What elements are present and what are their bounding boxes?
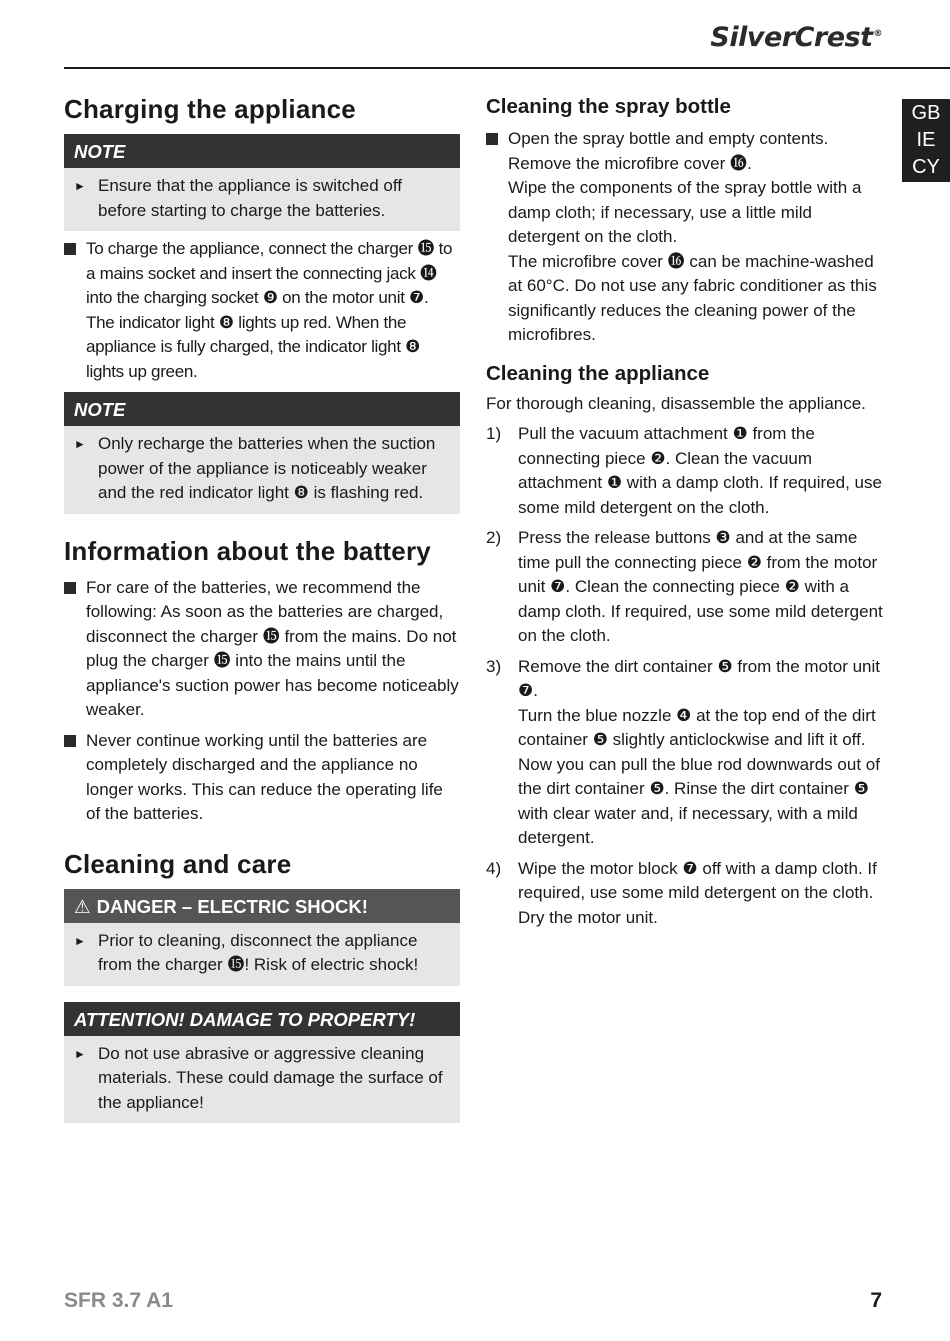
attention-box xyxy=(64,1002,460,1124)
bullet-text: For care of the batteries, we recommend the following: As soon as the batteries are charged, disconnect the charger ⓯ from the mains. Do not plug the charger ⓯ into the mains until the appliance's suction power has become noticeably weaker. xyxy=(86,577,459,719)
note-box-2 xyxy=(64,392,460,514)
left-column xyxy=(64,90,460,1123)
battery-title: Information about the battery xyxy=(64,535,431,566)
square-bullet-icon xyxy=(64,243,76,255)
bullet-text: Never continue working until the batteries are completely discharged and the appliance no longer works. This can reduce the operating life of the batteries. xyxy=(86,730,443,823)
spray-line: Remove the microfibre cover ⓰. xyxy=(508,153,752,173)
arrow-icon: ► xyxy=(74,179,86,193)
right-column xyxy=(486,90,886,930)
note-text: Ensure that the appliance is switched off before starting to charge the batteries. xyxy=(98,176,402,220)
step-item xyxy=(486,857,886,931)
spray-title: Cleaning the spray bottle xyxy=(486,95,731,118)
step-text: Turn the blue nozzle ❹ at the top end of the dirt container ❺ slightly anticlockwise and lift it off. Now you can pull the blue rod downwards out of the dirt container ❺. Rinse the dirt container ❺ with clear water and, if necessary, with a mild detergent. xyxy=(518,705,880,847)
arrow-icon: ► xyxy=(74,1046,86,1061)
brand-logo: SilverCrest® xyxy=(710,22,882,53)
arrow-icon: ► xyxy=(74,437,86,451)
language-tab xyxy=(902,99,950,182)
arrow-icon: ► xyxy=(74,933,86,948)
step-item xyxy=(486,526,886,649)
square-bullet-icon xyxy=(64,582,76,594)
cleaning-title: Cleaning the appliance xyxy=(486,361,710,385)
step-item xyxy=(486,422,886,520)
danger-text: Prior to cleaning, disconnect the appliance from the charger ⓯! Risk of electric shock! xyxy=(98,930,419,974)
list-item xyxy=(64,576,460,723)
list-item xyxy=(486,127,886,348)
warning-triangle-icon: ⚠ xyxy=(74,895,91,917)
spray-line: Open the spray bottle and empty contents. xyxy=(508,129,829,148)
note-label: NOTE xyxy=(64,134,460,168)
care-title: Cleaning and care xyxy=(64,848,292,879)
footer-model: SFR 3.7 A1 xyxy=(64,1289,173,1312)
note-text: Only recharge the batteries when the suction power of the appliance is noticeably weaker and the red indicator light ❽ is flashing red. xyxy=(98,434,436,502)
step-text: Pull the vacuum attachment ❶ from the connecting piece ❷. Clean the vacuum attachment ❶ with a damp cloth. If required, use some mild detergent on the cloth. xyxy=(518,424,882,517)
header-rule xyxy=(64,67,950,69)
page-number: 7 xyxy=(870,1289,882,1312)
spray-line: Wipe the components of the spray bottle with a damp cloth; if necessary, use a little mild detergent on the cloth. xyxy=(508,178,862,246)
list-item xyxy=(64,729,460,827)
note-label: NOTE xyxy=(64,392,460,426)
step-number: 1) xyxy=(486,424,502,443)
square-bullet-icon xyxy=(486,133,498,145)
danger-box xyxy=(64,889,460,986)
step-text: Wipe the motor block ❼ off with a damp cloth. If required, use some mild detergent on the cloth. Dry the motor unit. xyxy=(518,858,877,927)
danger-label: ⚠ DANGER – ELECTRIC SHOCK! xyxy=(64,889,460,923)
step-number: 3) xyxy=(486,656,502,676)
spray-line: The microfibre cover ⓰ can be machine-washed at 60°C. Do not use any fabric conditioner as this significantly reduces the cleaning power of the microfibres. xyxy=(508,251,877,344)
note-box-1 xyxy=(64,134,460,231)
attention-text: Do not use abrasive or aggressive cleaning materials. These could damage the surface of the appliance! xyxy=(98,1043,443,1112)
step-number: 2) xyxy=(486,528,502,547)
list-item xyxy=(64,237,460,384)
square-bullet-icon xyxy=(64,735,76,747)
step-item xyxy=(486,655,886,851)
step-text: Remove the dirt container ❺ from the motor unit ❼. xyxy=(518,656,881,700)
charging-title: Charging the appliance xyxy=(64,94,356,124)
attention-label: ATTENTION! DAMAGE TO PROPERTY! xyxy=(64,1002,460,1036)
step-number: 4) xyxy=(486,858,502,878)
step-text: Press the release buttons ❸ and at the same time pull the connecting piece ❷ from the motor unit ❼. Clean the connecting piece ❷ with a damp cloth. If required, use some mild detergent on the cloth. xyxy=(518,528,883,645)
lang-cy: CY xyxy=(912,156,940,178)
bullet-text: To charge the appliance, connect the charger ⓯ to a mains socket and insert the connecting jack ⓮ into the charging socket ❾ on the motor unit ❼. The indicator light ❽ lights up red. When the appliance is fully charged, the indicator light ❽ lights up green. xyxy=(86,239,453,381)
lang-gb: GB xyxy=(911,102,941,124)
lang-ie: IE xyxy=(916,129,936,151)
cleaning-intro: For thorough cleaning, disassemble the appliance. xyxy=(486,393,866,413)
